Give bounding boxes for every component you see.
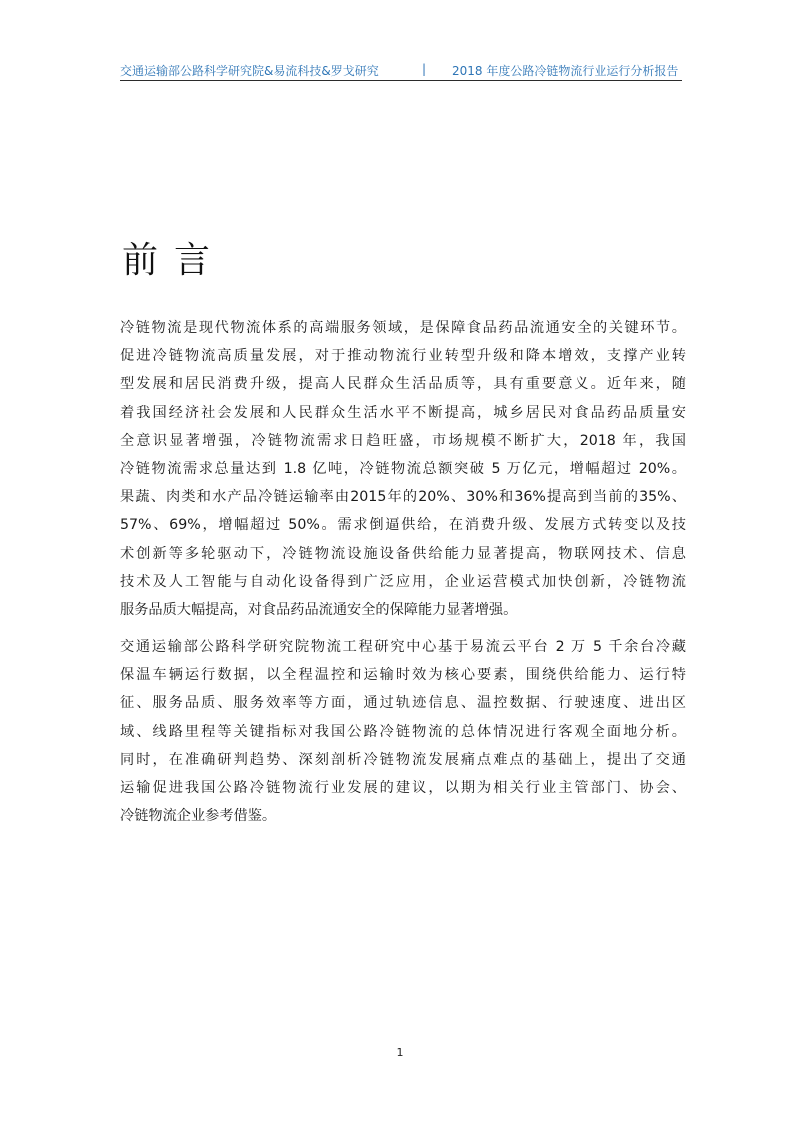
text-line: 型发展和居民消费升级，提高人民群众生活品质等，具有重要意义。近年来，随 <box>120 376 686 393</box>
text-line: 交通运输部公路科学研究院物流工程研究中心基于易流云平台 2 万 5 千余台冷藏 <box>120 639 686 656</box>
paragraph-2 <box>120 633 686 830</box>
page-number: 1 <box>396 1046 404 1059</box>
text-line: 57%、69%，增幅超过 50%。需求倒逼供给，在消费升级、发展方式转变以及技 <box>120 517 686 534</box>
text-line: 冷链物流需求总量达到 1.8 亿吨，冷链物流总额突破 5 万亿元，增幅超过 20%。 <box>120 460 686 477</box>
paragraph-1 <box>120 314 686 624</box>
text-line: 同时，在准确研判趋势、深刻剖析冷链物流发展痛点难点的基础上，提出了交通 <box>120 751 686 768</box>
text-line: 全意识显著增强，冷链物流需求日趋旺盛，市场规模不断扩大，2018 年，我国 <box>120 432 686 449</box>
body-text <box>120 314 686 839</box>
section-title: 前言 <box>122 240 227 281</box>
page-header <box>120 60 682 81</box>
text-line: 服务品质大幅提高，对食品药品流通安全的保障能力显著增强。 <box>120 601 518 618</box>
text-line: 着我国经济社会发展和人民群众生活水平不断提高，城乡居民对食品药品质量安 <box>120 404 686 421</box>
text-line: 术创新等多轮驱动下，冷链物流设施设备供给能力显著提高，物联网技术、信息 <box>120 545 686 562</box>
header-separator: | <box>422 62 427 76</box>
text-line: 技术及人工智能与自动化设备得到广泛应用，企业运营模式加快创新，冷链物流 <box>120 573 686 590</box>
text-line: 域、线路里程等关键指标对我国公路冷链物流的总体情况进行客观全面地分析。 <box>120 723 686 740</box>
text-line: 保温车辆运行数据，以全程温控和运输时效为核心要素，围绕供给能力、运行特 <box>120 667 686 684</box>
header-report-title: 2018 年度公路冷链物流行业运行分析报告 <box>452 64 679 78</box>
text-line: 果蔬、肉类和水产品冷链运输率由2015年的20%、30%和36%提高到当前的35%、 <box>120 489 686 506</box>
text-line: 运输促进我国公路冷链物流行业发展的建议，以期为相关行业主管部门、协会、 <box>120 780 686 796</box>
header-organizations: 交通运输部公路科学研究院&易流科技&罗戈研究 <box>120 64 379 78</box>
text-line: 冷链物流企业参考借鉴。 <box>120 808 277 825</box>
text-line: 促进冷链物流高质量发展，对于推动物流行业转型升级和降本增效，支撑产业转 <box>120 348 686 365</box>
text-line: 冷链物流是现代物流体系的高端服务领域，是保障食品药品流通安全的关键环节。 <box>120 320 686 336</box>
text-line: 征、服务品质、服务效率等方面，通过轨迹信息、温控数据、行驶速度、进出区 <box>120 695 686 712</box>
